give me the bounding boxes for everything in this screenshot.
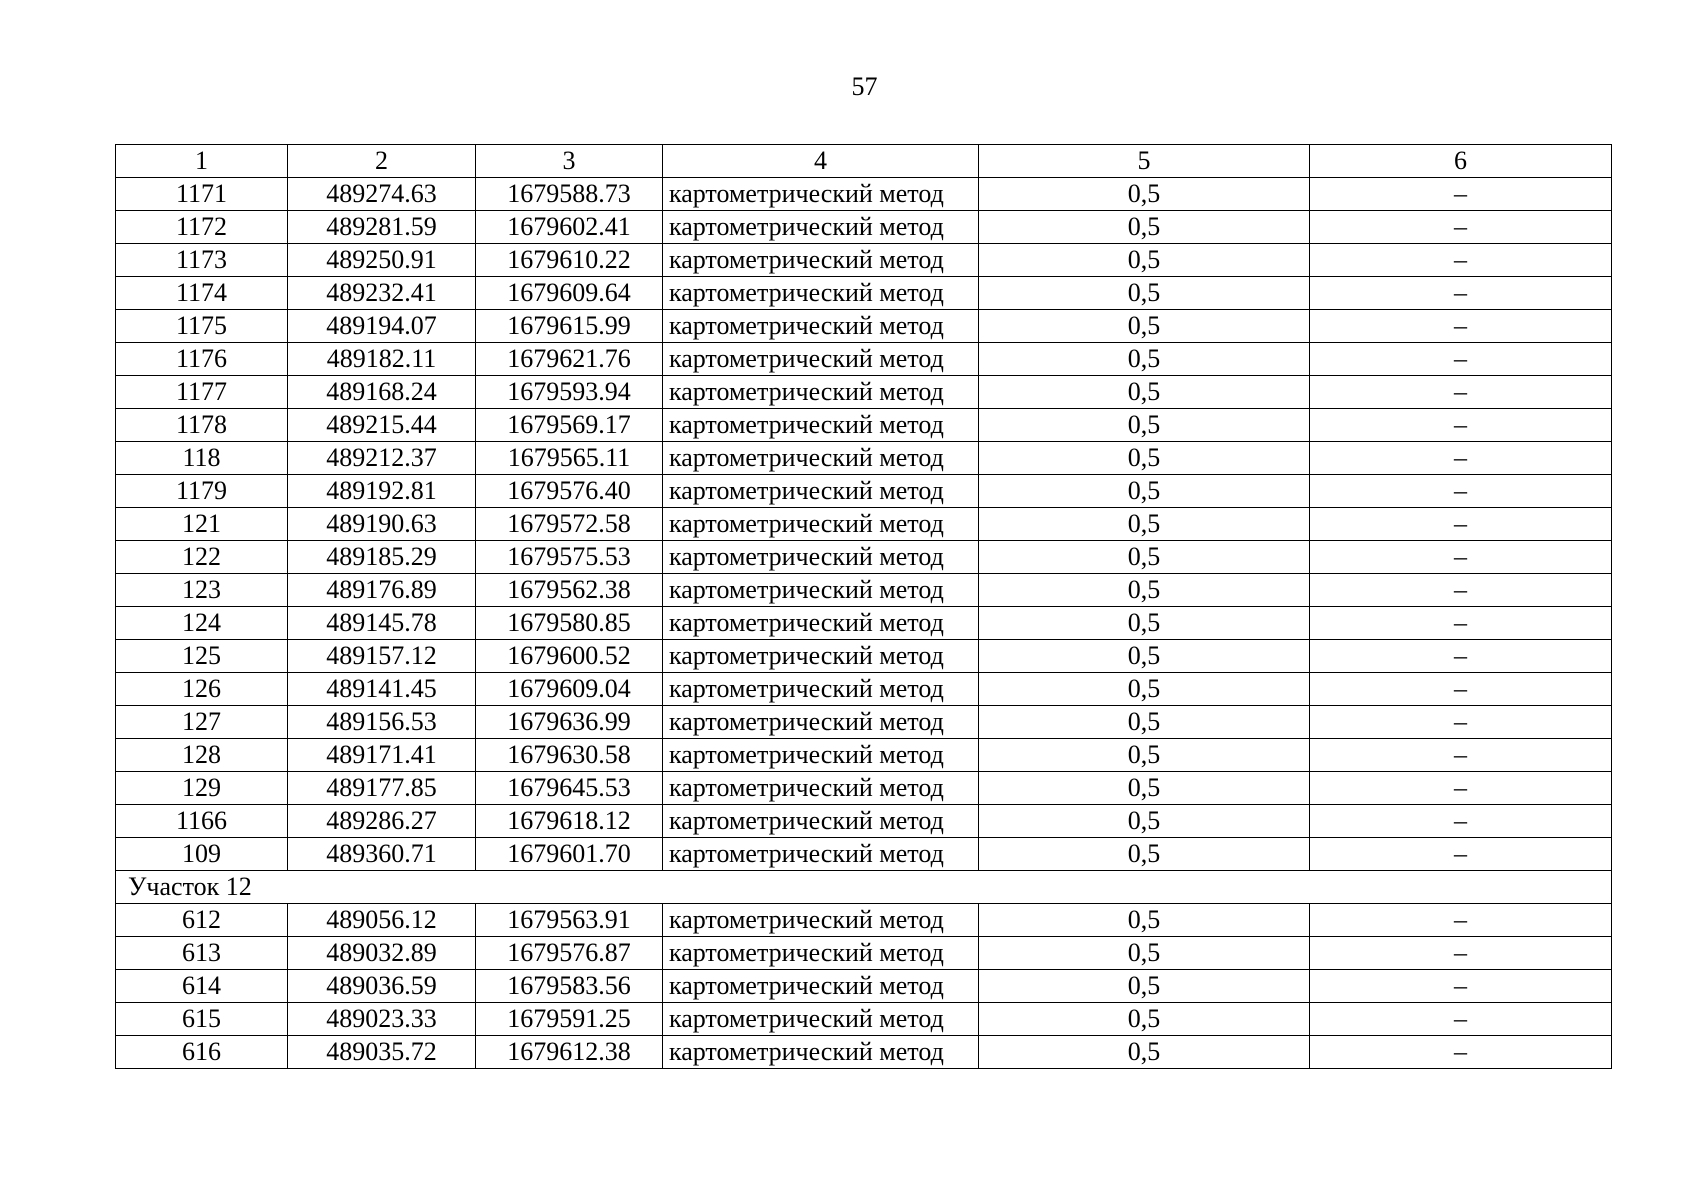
header-cell: 2 <box>288 145 476 178</box>
method-cell: картометрический метод <box>663 178 979 211</box>
point-number-cell: 129 <box>116 772 288 805</box>
note-cell: – <box>1310 343 1612 376</box>
y-coordinate-cell: 1679615.99 <box>476 310 663 343</box>
header-cell: 5 <box>979 145 1310 178</box>
method-cell: картометрический метод <box>663 805 979 838</box>
point-number-cell: 1178 <box>116 409 288 442</box>
note-cell: – <box>1310 277 1612 310</box>
accuracy-cell: 0,5 <box>979 1036 1310 1069</box>
coordinates-table <box>115 144 1612 1069</box>
point-number-cell: 118 <box>116 442 288 475</box>
note-cell: – <box>1310 508 1612 541</box>
point-number-cell: 126 <box>116 673 288 706</box>
method-cell: картометрический метод <box>663 244 979 277</box>
method-cell: картометрический метод <box>663 574 979 607</box>
note-cell: – <box>1310 673 1612 706</box>
page-number: 57 <box>851 72 878 101</box>
x-coordinate-cell: 489215.44 <box>288 409 476 442</box>
table-row <box>116 310 1612 343</box>
accuracy-cell: 0,5 <box>979 541 1310 574</box>
accuracy-cell: 0,5 <box>979 838 1310 871</box>
note-cell: – <box>1310 607 1612 640</box>
x-coordinate-cell: 489190.63 <box>288 508 476 541</box>
point-number-cell: 125 <box>116 640 288 673</box>
table-row <box>116 541 1612 574</box>
note-cell: – <box>1310 310 1612 343</box>
accuracy-cell: 0,5 <box>979 343 1310 376</box>
accuracy-cell: 0,5 <box>979 904 1310 937</box>
table-row <box>116 574 1612 607</box>
x-coordinate-cell: 489177.85 <box>288 772 476 805</box>
accuracy-cell: 0,5 <box>979 937 1310 970</box>
point-number-cell: 124 <box>116 607 288 640</box>
point-number-cell: 615 <box>116 1003 288 1036</box>
x-coordinate-cell: 489192.81 <box>288 475 476 508</box>
method-cell: картометрический метод <box>663 706 979 739</box>
x-coordinate-cell: 489286.27 <box>288 805 476 838</box>
table-row <box>116 244 1612 277</box>
point-number-cell: 1175 <box>116 310 288 343</box>
point-number-cell: 1166 <box>116 805 288 838</box>
y-coordinate-cell: 1679621.76 <box>476 343 663 376</box>
accuracy-cell: 0,5 <box>979 475 1310 508</box>
method-cell: картометрический метод <box>663 937 979 970</box>
accuracy-cell: 0,5 <box>979 673 1310 706</box>
accuracy-cell: 0,5 <box>979 376 1310 409</box>
y-coordinate-cell: 1679563.91 <box>476 904 663 937</box>
method-cell: картометрический метод <box>663 310 979 343</box>
accuracy-cell: 0,5 <box>979 211 1310 244</box>
table-row <box>116 409 1612 442</box>
x-coordinate-cell: 489157.12 <box>288 640 476 673</box>
accuracy-cell: 0,5 <box>979 706 1310 739</box>
table-row <box>116 211 1612 244</box>
point-number-cell: 1171 <box>116 178 288 211</box>
note-cell: – <box>1310 244 1612 277</box>
y-coordinate-cell: 1679588.73 <box>476 178 663 211</box>
x-coordinate-cell: 489168.24 <box>288 376 476 409</box>
table-body <box>116 145 1612 1069</box>
y-coordinate-cell: 1679601.70 <box>476 838 663 871</box>
note-cell: – <box>1310 376 1612 409</box>
x-coordinate-cell: 489176.89 <box>288 574 476 607</box>
note-cell: – <box>1310 772 1612 805</box>
method-cell: картометрический метод <box>663 739 979 772</box>
note-cell: – <box>1310 475 1612 508</box>
y-coordinate-cell: 1679636.99 <box>476 706 663 739</box>
table-row <box>116 178 1612 211</box>
table-row <box>116 442 1612 475</box>
y-coordinate-cell: 1679576.40 <box>476 475 663 508</box>
x-coordinate-cell: 489360.71 <box>288 838 476 871</box>
note-cell: – <box>1310 541 1612 574</box>
note-cell: – <box>1310 442 1612 475</box>
table-row <box>116 739 1612 772</box>
table-row <box>116 706 1612 739</box>
table-row <box>116 277 1612 310</box>
header-cell: 3 <box>476 145 663 178</box>
header-cell: 1 <box>116 145 288 178</box>
accuracy-cell: 0,5 <box>979 640 1310 673</box>
x-coordinate-cell: 489145.78 <box>288 607 476 640</box>
note-cell: – <box>1310 178 1612 211</box>
x-coordinate-cell: 489212.37 <box>288 442 476 475</box>
table-row <box>116 475 1612 508</box>
x-coordinate-cell: 489141.45 <box>288 673 476 706</box>
x-coordinate-cell: 489274.63 <box>288 178 476 211</box>
note-cell: – <box>1310 937 1612 970</box>
y-coordinate-cell: 1679645.53 <box>476 772 663 805</box>
note-cell: – <box>1310 640 1612 673</box>
table-row <box>116 772 1612 805</box>
x-coordinate-cell: 489032.89 <box>288 937 476 970</box>
method-cell: картометрический метод <box>663 442 979 475</box>
table-row <box>116 805 1612 838</box>
point-number-cell: 1172 <box>116 211 288 244</box>
y-coordinate-cell: 1679610.22 <box>476 244 663 277</box>
method-cell: картометрический метод <box>663 277 979 310</box>
accuracy-cell: 0,5 <box>979 310 1310 343</box>
note-cell: – <box>1310 805 1612 838</box>
point-number-cell: 128 <box>116 739 288 772</box>
y-coordinate-cell: 1679576.87 <box>476 937 663 970</box>
x-coordinate-cell: 489023.33 <box>288 1003 476 1036</box>
accuracy-cell: 0,5 <box>979 277 1310 310</box>
point-number-cell: 612 <box>116 904 288 937</box>
table-row <box>116 937 1612 970</box>
y-coordinate-cell: 1679562.38 <box>476 574 663 607</box>
method-cell: картометрический метод <box>663 904 979 937</box>
section-row <box>116 871 1612 904</box>
y-coordinate-cell: 1679593.94 <box>476 376 663 409</box>
note-cell: – <box>1310 409 1612 442</box>
method-cell: картометрический метод <box>663 970 979 1003</box>
method-cell: картометрический метод <box>663 772 979 805</box>
method-cell: картометрический метод <box>663 541 979 574</box>
point-number-cell: 1177 <box>116 376 288 409</box>
x-coordinate-cell: 489156.53 <box>288 706 476 739</box>
x-coordinate-cell: 489056.12 <box>288 904 476 937</box>
x-coordinate-cell: 489281.59 <box>288 211 476 244</box>
x-coordinate-cell: 489035.72 <box>288 1036 476 1069</box>
x-coordinate-cell: 489194.07 <box>288 310 476 343</box>
y-coordinate-cell: 1679612.38 <box>476 1036 663 1069</box>
method-cell: картометрический метод <box>663 838 979 871</box>
accuracy-cell: 0,5 <box>979 739 1310 772</box>
table-row <box>116 343 1612 376</box>
y-coordinate-cell: 1679602.41 <box>476 211 663 244</box>
point-number-cell: 614 <box>116 970 288 1003</box>
accuracy-cell: 0,5 <box>979 607 1310 640</box>
table-row <box>116 1036 1612 1069</box>
y-coordinate-cell: 1679569.17 <box>476 409 663 442</box>
x-coordinate-cell: 489182.11 <box>288 343 476 376</box>
point-number-cell: 1173 <box>116 244 288 277</box>
y-coordinate-cell: 1679572.58 <box>476 508 663 541</box>
table-row <box>116 673 1612 706</box>
note-cell: – <box>1310 739 1612 772</box>
method-cell: картометрический метод <box>663 673 979 706</box>
method-cell: картометрический метод <box>663 607 979 640</box>
method-cell: картометрический метод <box>663 409 979 442</box>
note-cell: – <box>1310 1003 1612 1036</box>
table-row <box>116 508 1612 541</box>
method-cell: картометрический метод <box>663 475 979 508</box>
x-coordinate-cell: 489185.29 <box>288 541 476 574</box>
point-number-cell: 1179 <box>116 475 288 508</box>
y-coordinate-cell: 1679580.85 <box>476 607 663 640</box>
note-cell: – <box>1310 574 1612 607</box>
accuracy-cell: 0,5 <box>979 178 1310 211</box>
table-row <box>116 607 1612 640</box>
accuracy-cell: 0,5 <box>979 409 1310 442</box>
y-coordinate-cell: 1679583.56 <box>476 970 663 1003</box>
method-cell: картометрический метод <box>663 508 979 541</box>
point-number-cell: 616 <box>116 1036 288 1069</box>
section-title: Участок 12 <box>116 871 1612 904</box>
y-coordinate-cell: 1679609.04 <box>476 673 663 706</box>
header-cell: 4 <box>663 145 979 178</box>
accuracy-cell: 0,5 <box>979 442 1310 475</box>
accuracy-cell: 0,5 <box>979 508 1310 541</box>
table-row <box>116 838 1612 871</box>
accuracy-cell: 0,5 <box>979 574 1310 607</box>
note-cell: – <box>1310 838 1612 871</box>
accuracy-cell: 0,5 <box>979 244 1310 277</box>
y-coordinate-cell: 1679630.58 <box>476 739 663 772</box>
y-coordinate-cell: 1679591.25 <box>476 1003 663 1036</box>
method-cell: картометрический метод <box>663 376 979 409</box>
note-cell: – <box>1310 970 1612 1003</box>
accuracy-cell: 0,5 <box>979 1003 1310 1036</box>
note-cell: – <box>1310 706 1612 739</box>
method-cell: картометрический метод <box>663 211 979 244</box>
x-coordinate-cell: 489250.91 <box>288 244 476 277</box>
y-coordinate-cell: 1679565.11 <box>476 442 663 475</box>
method-cell: картометрический метод <box>663 343 979 376</box>
method-cell: картометрический метод <box>663 1036 979 1069</box>
point-number-cell: 1176 <box>116 343 288 376</box>
header-row <box>116 145 1612 178</box>
table-row <box>116 970 1612 1003</box>
table-row <box>116 1003 1612 1036</box>
table-row <box>116 376 1612 409</box>
point-number-cell: 123 <box>116 574 288 607</box>
accuracy-cell: 0,5 <box>979 970 1310 1003</box>
x-coordinate-cell: 489171.41 <box>288 739 476 772</box>
y-coordinate-cell: 1679618.12 <box>476 805 663 838</box>
point-number-cell: 121 <box>116 508 288 541</box>
point-number-cell: 122 <box>116 541 288 574</box>
note-cell: – <box>1310 211 1612 244</box>
point-number-cell: 127 <box>116 706 288 739</box>
y-coordinate-cell: 1679600.52 <box>476 640 663 673</box>
y-coordinate-cell: 1679609.64 <box>476 277 663 310</box>
accuracy-cell: 0,5 <box>979 805 1310 838</box>
point-number-cell: 613 <box>116 937 288 970</box>
point-number-cell: 1174 <box>116 277 288 310</box>
x-coordinate-cell: 489232.41 <box>288 277 476 310</box>
accuracy-cell: 0,5 <box>979 772 1310 805</box>
y-coordinate-cell: 1679575.53 <box>476 541 663 574</box>
header-cell: 6 <box>1310 145 1612 178</box>
table-row <box>116 640 1612 673</box>
note-cell: – <box>1310 1036 1612 1069</box>
method-cell: картометрический метод <box>663 1003 979 1036</box>
x-coordinate-cell: 489036.59 <box>288 970 476 1003</box>
note-cell: – <box>1310 904 1612 937</box>
point-number-cell: 109 <box>116 838 288 871</box>
table-row <box>116 904 1612 937</box>
method-cell: картометрический метод <box>663 640 979 673</box>
